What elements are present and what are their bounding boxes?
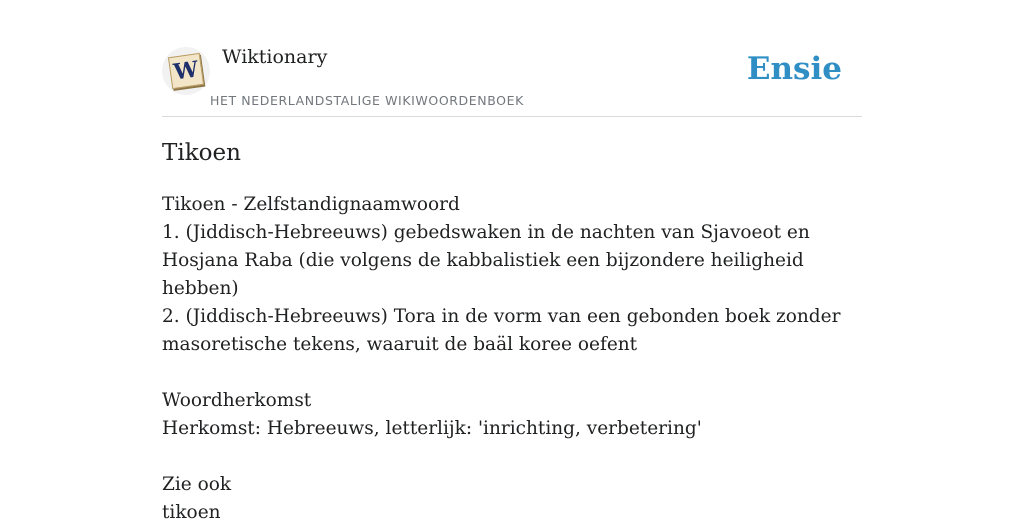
- etymology-text: Herkomst: Hebreeuws, letterlijk: 'inrichting, verbetering': [162, 418, 702, 439]
- w-tile-icon: W: [168, 53, 204, 89]
- see-also-heading: Zie ook: [162, 474, 232, 495]
- wiktionary-logo[interactable]: [162, 47, 210, 95]
- spacer: [162, 359, 852, 387]
- article-content: [162, 140, 852, 527]
- see-also-item[interactable]: tikoen: [162, 502, 221, 523]
- site-tagline: HET NEDERLANDSTALIGE WIKIWOORDENBOEK: [210, 93, 524, 108]
- ensie-brand-logo[interactable]: Ensie: [746, 51, 842, 87]
- page-title: Tikoen: [162, 140, 241, 166]
- definition-heading: Tikoen - Zelfstandignaamwoord: [162, 194, 460, 215]
- definition-item: 2. (Jiddisch-Hebreeuws) Tora in de vorm van een gebonden boek zonder masoretische tekens, waaruit de baäl koree oefent: [162, 306, 841, 355]
- site-header: [162, 0, 862, 117]
- spacer: [162, 443, 852, 471]
- definition-item: 1. (Jiddisch-Hebreeuws) gebedswaken in de nachten van Sjavoeot en Hosjana Raba (die volgens de kabbalistiek een bijzondere heiligheid hebben): [162, 222, 810, 299]
- site-name[interactable]: Wiktionary: [222, 46, 328, 68]
- etymology-heading: Woordherkomst: [162, 390, 312, 411]
